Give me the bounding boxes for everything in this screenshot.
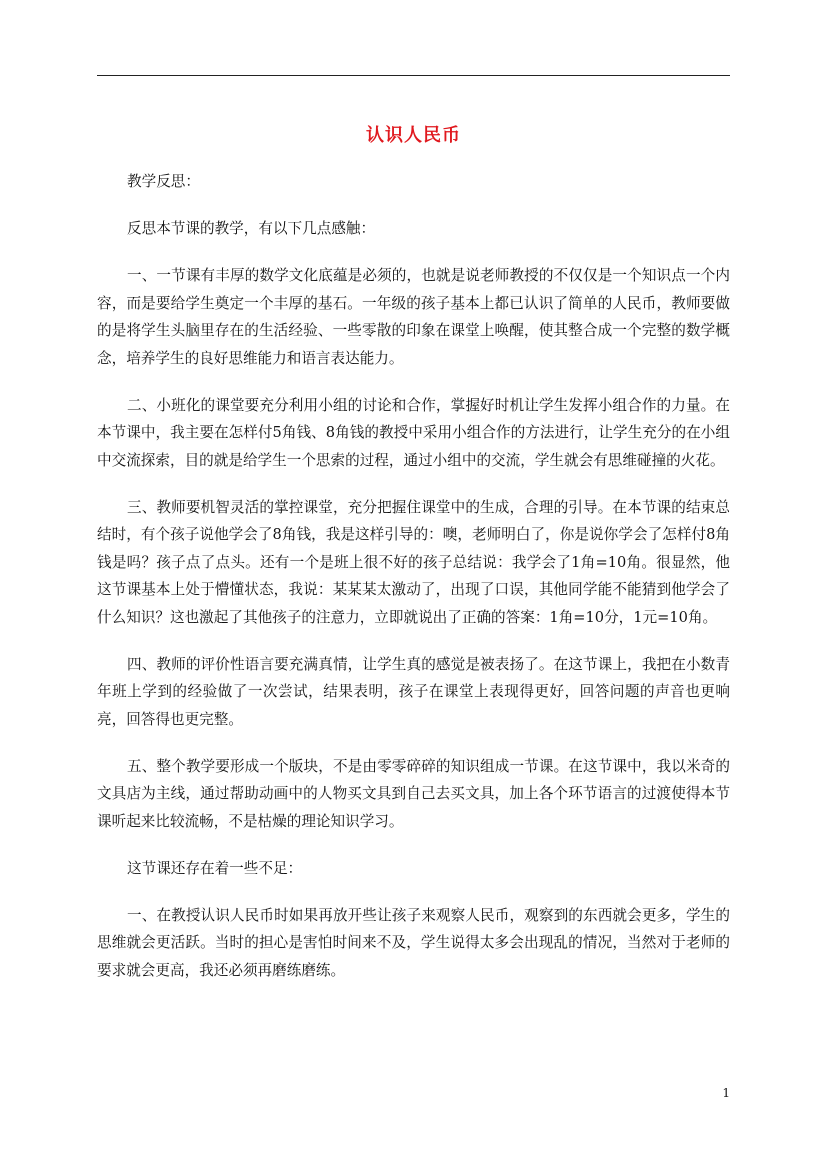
paragraph-heading-reflection: 教学反思： xyxy=(127,173,200,190)
document-body xyxy=(97,168,730,1004)
paragraph-shortcoming-1: 一、在教授认识人民币时如果再放开些让孩子来观察人民币，观察到的东西就会更多，学生的思维就会更活跃。当时的担心是害怕时间来不及，学生说得太多会出现乱的情况，当然对于老师的要求就会更高，我还必须再磨练磨练。 xyxy=(97,906,730,979)
paragraph-point-2: 二、小班化的课堂要充分利用小组的讨论和合作，掌握好时机让学生发挥小组合作的力量。在本节课中，我主要在怎样付5角钱、8角钱的教授中采用小组合作的方法进行，让学生充分的在小组中交流探索，目的就是给学生一个思索的过程，通过小组中的交流，学生就会有思维碰撞的火花。 xyxy=(97,396,730,469)
header-rule xyxy=(97,75,730,76)
paragraph-point-1: 一、一节课有丰厚的数学文化底蕴是必须的，也就是说老师教授的不仅仅是一个知识点一个内容，而是要给学生奠定一个丰厚的基石。一年级的孩子基本上都已认识了简单的人民币，教师要做的是将学生头脑里存在的生活经验、一些零散的印象在课堂上唤醒，使其整合成一个完整的数学概念，培养学生的良好思维能力和语言表达能力。 xyxy=(97,267,730,367)
document-title: 认识人民币 xyxy=(366,125,461,146)
paragraph-shortcomings-heading: 这节课还存在着一些不足： xyxy=(127,859,303,877)
paragraph-point-4: 四、教师的评价性语言要充满真情，让学生真的感觉是被表扬了。在这节课上，我把在小数青年班上学到的经验做了一次尝试，结果表明，孩子在课堂上表现得更好，回答问题的声音也更响亮，回答得也更完整。 xyxy=(97,655,730,728)
paragraph-intro: 反思本节课的教学，有以下几点感触： xyxy=(127,220,376,237)
paragraph-point-5: 五、整个教学要形成一个版块，不是由零零碎碎的知识组成一节课。在这节课中，我以米奇的文具店为主线，通过帮助动画中的人物买文具到自己去买文具，加上各个环节语言的过渡使得本节课听起来比较流畅，不是枯燥的理论知识学习。 xyxy=(97,757,730,830)
page-number: 1 xyxy=(722,1086,730,1100)
paragraph-point-3: 三、教师要机智灵活的掌控课堂，充分把握住课堂中的生成，合理的引导。在本节课的结束总结时，有个孩子说他学会了8角钱，我是这样引导的：噢，老师明白了，你是说你学会了怎样付8角钱是吗？孩子点了点头。还有一个是班上很不好的孩子总结说：我学会了1角=10角。很显然，他这节课基本上处于懵懂状态，我说：某某某太激动了，出现了口误，其他同学能不能猜到他学会了什么知识？这也激起了其他孩子的注意力，立即就说出了正确的答案：1角=10分，1元=10角。 xyxy=(97,498,730,626)
